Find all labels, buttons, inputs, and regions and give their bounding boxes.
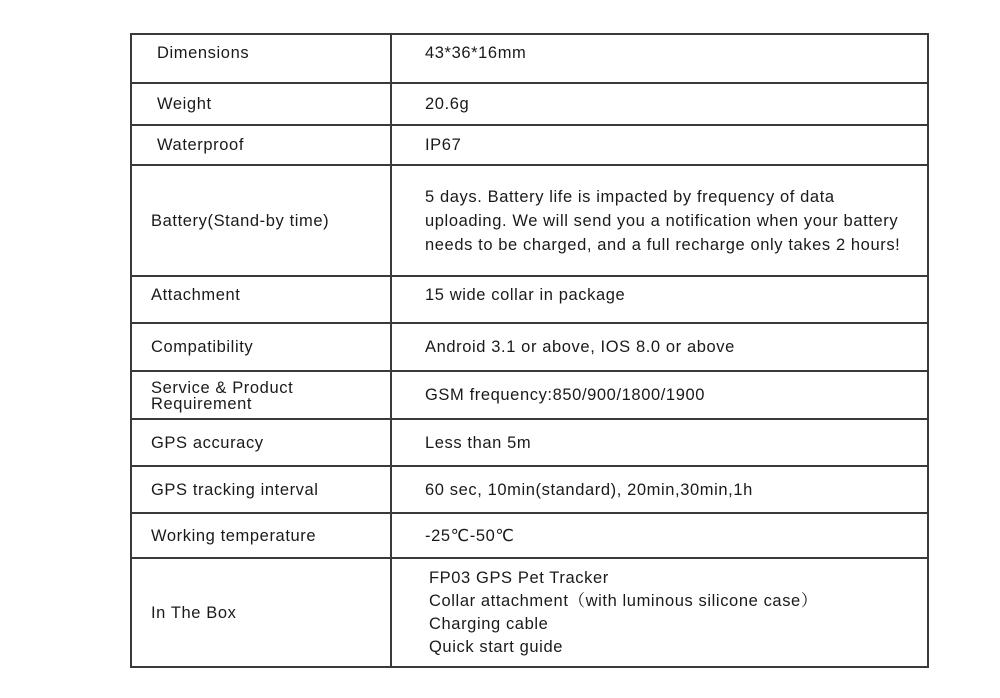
spec-label: GPS accuracy <box>131 419 391 466</box>
spec-value: 43*36*16mm <box>391 34 928 83</box>
spec-row-weight <box>131 83 928 125</box>
spec-value: -25℃-50℃ <box>391 513 928 558</box>
spec-value: 60 sec, 10min(standard), 20min,30min,1h <box>391 466 928 513</box>
spec-row-service <box>131 371 928 419</box>
spec-label: In The Box <box>131 558 391 667</box>
spec-label: Attachment <box>131 276 391 323</box>
box-item: Quick start guide <box>429 637 564 656</box>
spec-row-waterproof <box>131 125 928 165</box>
box-item: Charging cable <box>429 614 549 633</box>
spec-label: Waterproof <box>131 125 391 165</box>
spec-label: GPS tracking interval <box>131 466 391 513</box>
box-item: Collar attachment（with luminous silicone case） <box>429 591 818 610</box>
spec-value: IP67 <box>391 125 928 165</box>
spec-row-dimensions <box>131 34 928 83</box>
box-item: FP03 GPS Pet Tracker <box>429 568 609 587</box>
spec-row-gps-accuracy <box>131 419 928 466</box>
spec-label: Weight <box>131 83 391 125</box>
spec-row-gps-interval <box>131 466 928 513</box>
spec-label: Battery(Stand-by time) <box>131 165 391 276</box>
spec-row-attachment <box>131 276 928 323</box>
spec-value: Android 3.1 or above, IOS 8.0 or above <box>391 323 928 371</box>
box-contents-list <box>391 558 928 667</box>
spec-label: Compatibility <box>131 323 391 371</box>
spec-label: Working temperature <box>131 513 391 558</box>
spec-label: Dimensions <box>131 34 391 83</box>
spec-row-temperature <box>131 513 928 558</box>
spec-value: 15 wide collar in package <box>391 276 928 323</box>
spec-row-battery <box>131 165 928 276</box>
spec-value: 20.6g <box>391 83 928 125</box>
spec-value: 5 days. Battery life is impacted by frequency of data uploading. We will send you a notification when your battery needs to be charged, and a full recharge only takes 2 hours! <box>391 165 928 276</box>
spec-value: GSM frequency:850/900/1800/1900 <box>391 371 928 419</box>
spec-value: Less than 5m <box>391 419 928 466</box>
spec-row-compatibility <box>131 323 928 371</box>
spec-label: Service & Product Requirement <box>131 371 391 419</box>
spec-row-in-the-box <box>131 558 928 667</box>
spec-table <box>130 33 929 668</box>
